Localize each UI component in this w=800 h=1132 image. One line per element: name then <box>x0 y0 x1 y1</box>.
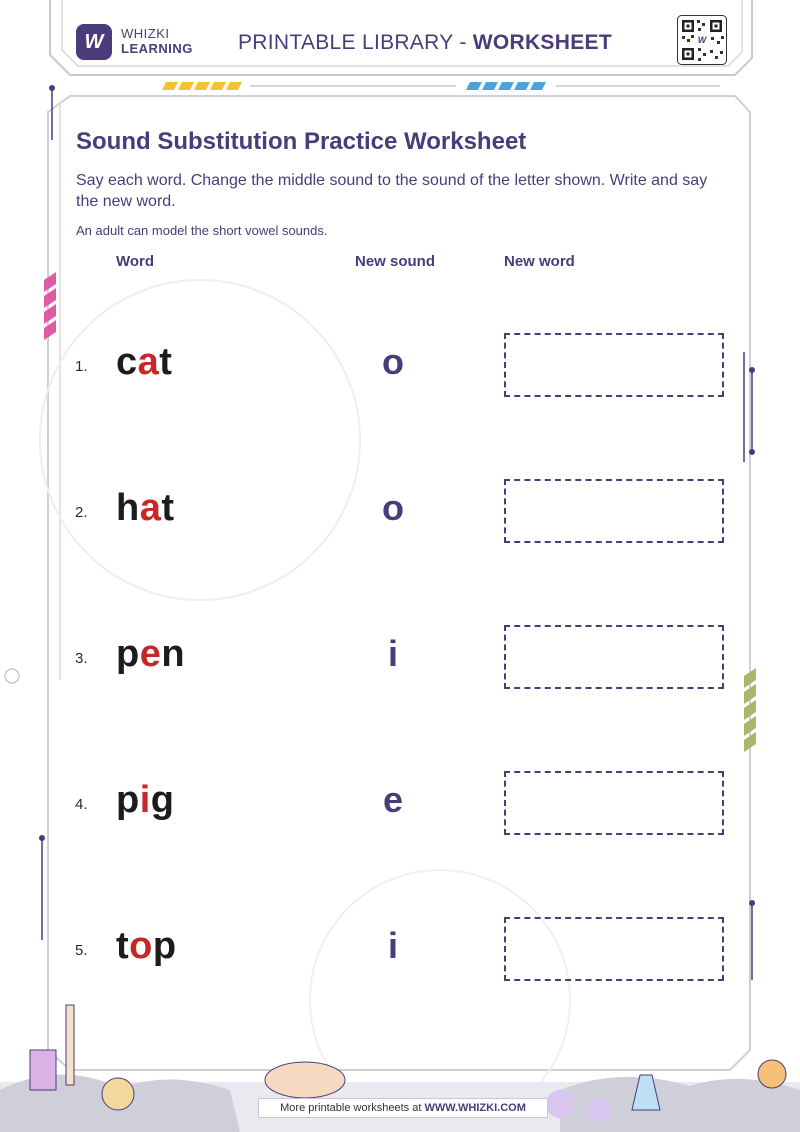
worksheet-title: Sound Substitution Practice Worksheet <box>76 128 527 155</box>
answer-box[interactable] <box>504 625 724 689</box>
column-header-new-word: New word <box>504 253 575 270</box>
item-word <box>116 925 177 968</box>
word-start: p <box>116 779 140 821</box>
brand-name <box>121 26 193 56</box>
word-end: t <box>159 341 173 383</box>
header-title <box>238 31 612 55</box>
word-vowel: a <box>137 341 160 383</box>
worksheet-row <box>0 477 800 547</box>
item-new-sound: i <box>387 633 398 674</box>
word-start: c <box>116 341 138 383</box>
word-end: t <box>161 487 175 529</box>
item-new-sound: o <box>382 487 404 528</box>
brand-line-1: WHIZKI <box>121 26 170 41</box>
worksheet-row <box>0 623 800 693</box>
item-number: 4. <box>75 796 88 813</box>
word-vowel: o <box>129 925 153 967</box>
worksheet-row <box>0 915 800 985</box>
word-start: t <box>116 925 130 967</box>
item-number: 5. <box>75 942 88 959</box>
answer-box[interactable] <box>504 917 724 981</box>
item-new-sound: i <box>387 925 398 966</box>
column-header-new-sound: New sound <box>355 253 436 270</box>
word-vowel: e <box>139 633 162 675</box>
answer-box[interactable] <box>504 479 724 543</box>
item-new-sound: e <box>382 779 404 820</box>
word-end: p <box>152 925 177 967</box>
brand-logo <box>76 24 112 60</box>
item-number: 2. <box>75 504 88 521</box>
footer-banner <box>258 1098 548 1118</box>
footer-text: More printable worksheets at <box>280 1102 425 1114</box>
item-word <box>116 779 175 822</box>
item-number: 3. <box>75 650 88 667</box>
item-word <box>116 633 185 676</box>
word-start: p <box>116 633 140 675</box>
word-end: g <box>150 779 175 821</box>
item-word <box>116 341 172 384</box>
worksheet-row <box>0 769 800 839</box>
instructions: Say each word. Change the middle sound to the sound of the letter shown. Write and say the new word. <box>76 172 708 210</box>
column-header-word: Word <box>116 253 155 270</box>
adult-note: An adult can model the short vowel sounds. <box>76 223 328 238</box>
item-word <box>116 487 175 530</box>
worksheet-row <box>0 331 800 401</box>
logo-letter: W <box>84 31 104 53</box>
item-new-sound: o <box>382 341 404 382</box>
answer-box[interactable] <box>504 771 724 835</box>
header-prefix: PRINTABLE LIBRARY - <box>238 31 473 54</box>
word-vowel: i <box>139 779 151 821</box>
footer-link[interactable]: WWW.WHIZKI.COM <box>424 1102 526 1114</box>
answer-box[interactable] <box>504 333 724 397</box>
svg-text:W: W <box>697 35 707 45</box>
word-end: n <box>161 633 186 675</box>
brand-line-2: LEARNING <box>121 41 193 56</box>
word-start: h <box>116 487 140 529</box>
word-vowel: a <box>139 487 162 529</box>
header-emphasis: WORKSHEET <box>472 31 612 54</box>
qr-code-icon <box>677 15 727 65</box>
item-number: 1. <box>75 358 88 375</box>
